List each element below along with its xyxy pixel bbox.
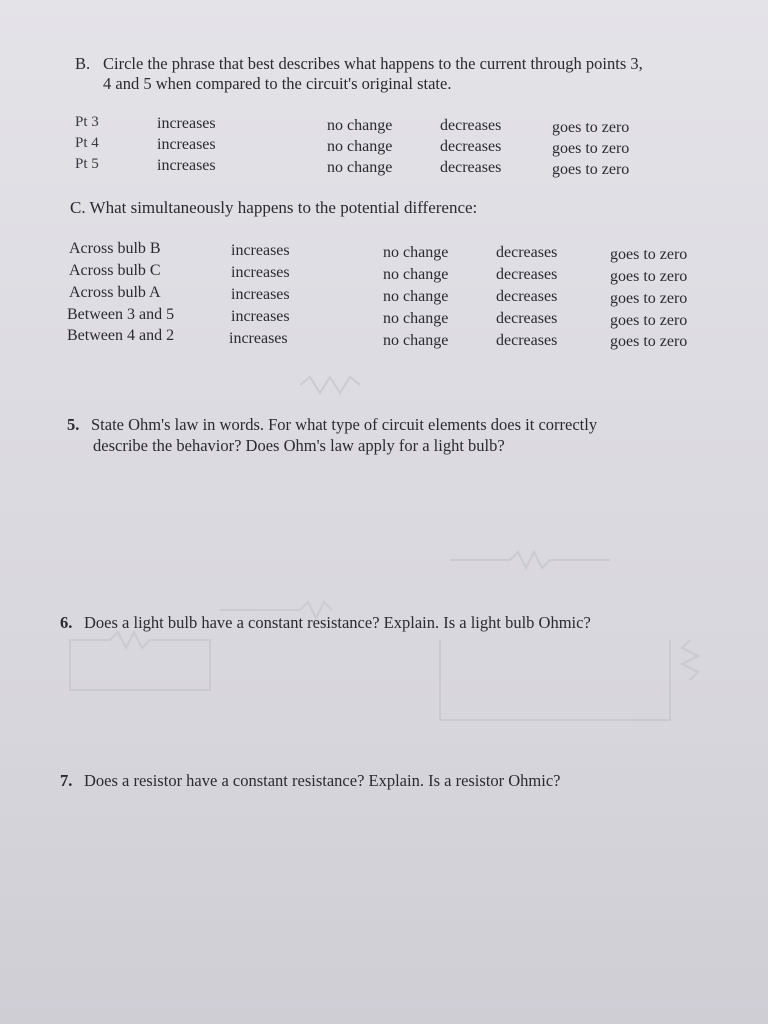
option-decreases[interactable]: decreases [440, 159, 502, 176]
option-goes-to-zero[interactable]: goes to zero [552, 119, 630, 136]
question-6 [60, 612, 591, 633]
row-label-between-3-and-5: Between 3 and 5 [67, 306, 175, 323]
option-no-change[interactable]: no change [327, 159, 393, 176]
option-no-change[interactable]: no change [383, 310, 449, 327]
option-increases[interactable]: increases [157, 157, 216, 174]
row-label-across-bulb-c: Across bulb C [69, 262, 161, 279]
option-goes-to-zero[interactable]: goes to zero [610, 268, 688, 285]
row-label-across-bulb-b: Across bulb B [69, 240, 161, 257]
option-goes-to-zero[interactable]: goes to zero [610, 312, 688, 329]
option-no-change[interactable]: no change [327, 138, 393, 155]
option-no-change[interactable]: no change [383, 332, 449, 349]
question-5-number: 5. [67, 415, 80, 434]
option-decreases[interactable]: decreases [496, 332, 558, 349]
option-goes-to-zero[interactable]: goes to zero [610, 290, 688, 307]
option-goes-to-zero[interactable]: goes to zero [610, 246, 688, 263]
row-label-pt4: Pt 4 [75, 135, 99, 151]
section-b-instructions [75, 54, 735, 94]
question-5-line-1: State Ohm's law in words. For what type of circuit elements does it correctly [91, 415, 598, 434]
option-decreases[interactable]: decreases [496, 266, 558, 283]
option-goes-to-zero[interactable]: goes to zero [552, 161, 630, 178]
section-b-letter: B. [75, 54, 91, 73]
question-6-text: Does a light bulb have a constant resistance? Explain. Is a light bulb Ohmic? [84, 613, 591, 632]
option-increases[interactable]: increases [157, 136, 216, 153]
question-7-number: 7. [60, 771, 73, 790]
option-increases[interactable]: increases [231, 308, 290, 325]
row-label-between-4-and-2: Between 4 and 2 [67, 327, 175, 344]
section-b-line-1: Circle the phrase that best describes what happens to the current through points 3, [103, 54, 643, 73]
row-label-pt5: Pt 5 [75, 156, 99, 172]
option-no-change[interactable]: no change [327, 117, 393, 134]
option-decreases[interactable]: decreases [440, 138, 502, 155]
option-increases[interactable]: increases [229, 330, 288, 347]
question-5 [67, 414, 597, 435]
option-no-change[interactable]: no change [383, 288, 449, 305]
option-increases[interactable]: increases [231, 242, 290, 259]
question-5-continued [93, 435, 505, 456]
question-7 [60, 770, 561, 791]
section-c-title: C. What simultaneously happens to the potential difference: [70, 198, 478, 217]
question-5-line-2: describe the behavior? Does Ohm's law apply for a light bulb? [93, 436, 505, 455]
section-b-line-2: 4 and 5 when compared to the circuit's original state. [103, 74, 452, 93]
option-increases[interactable]: increases [231, 286, 290, 303]
option-decreases[interactable]: decreases [496, 244, 558, 261]
option-increases[interactable]: increases [157, 115, 216, 132]
option-decreases[interactable]: decreases [496, 310, 558, 327]
question-7-text: Does a resistor have a constant resistance? Explain. Is a resistor Ohmic? [84, 771, 561, 790]
option-goes-to-zero[interactable]: goes to zero [552, 140, 630, 157]
row-label-across-bulb-a: Across bulb A [69, 284, 161, 301]
option-decreases[interactable]: decreases [440, 117, 502, 134]
option-no-change[interactable]: no change [383, 244, 449, 261]
option-goes-to-zero[interactable]: goes to zero [610, 333, 688, 350]
option-no-change[interactable]: no change [383, 266, 449, 283]
row-label-pt3: Pt 3 [75, 114, 99, 130]
option-increases[interactable]: increases [231, 264, 290, 281]
question-6-number: 6. [60, 613, 73, 632]
option-decreases[interactable]: decreases [496, 288, 558, 305]
